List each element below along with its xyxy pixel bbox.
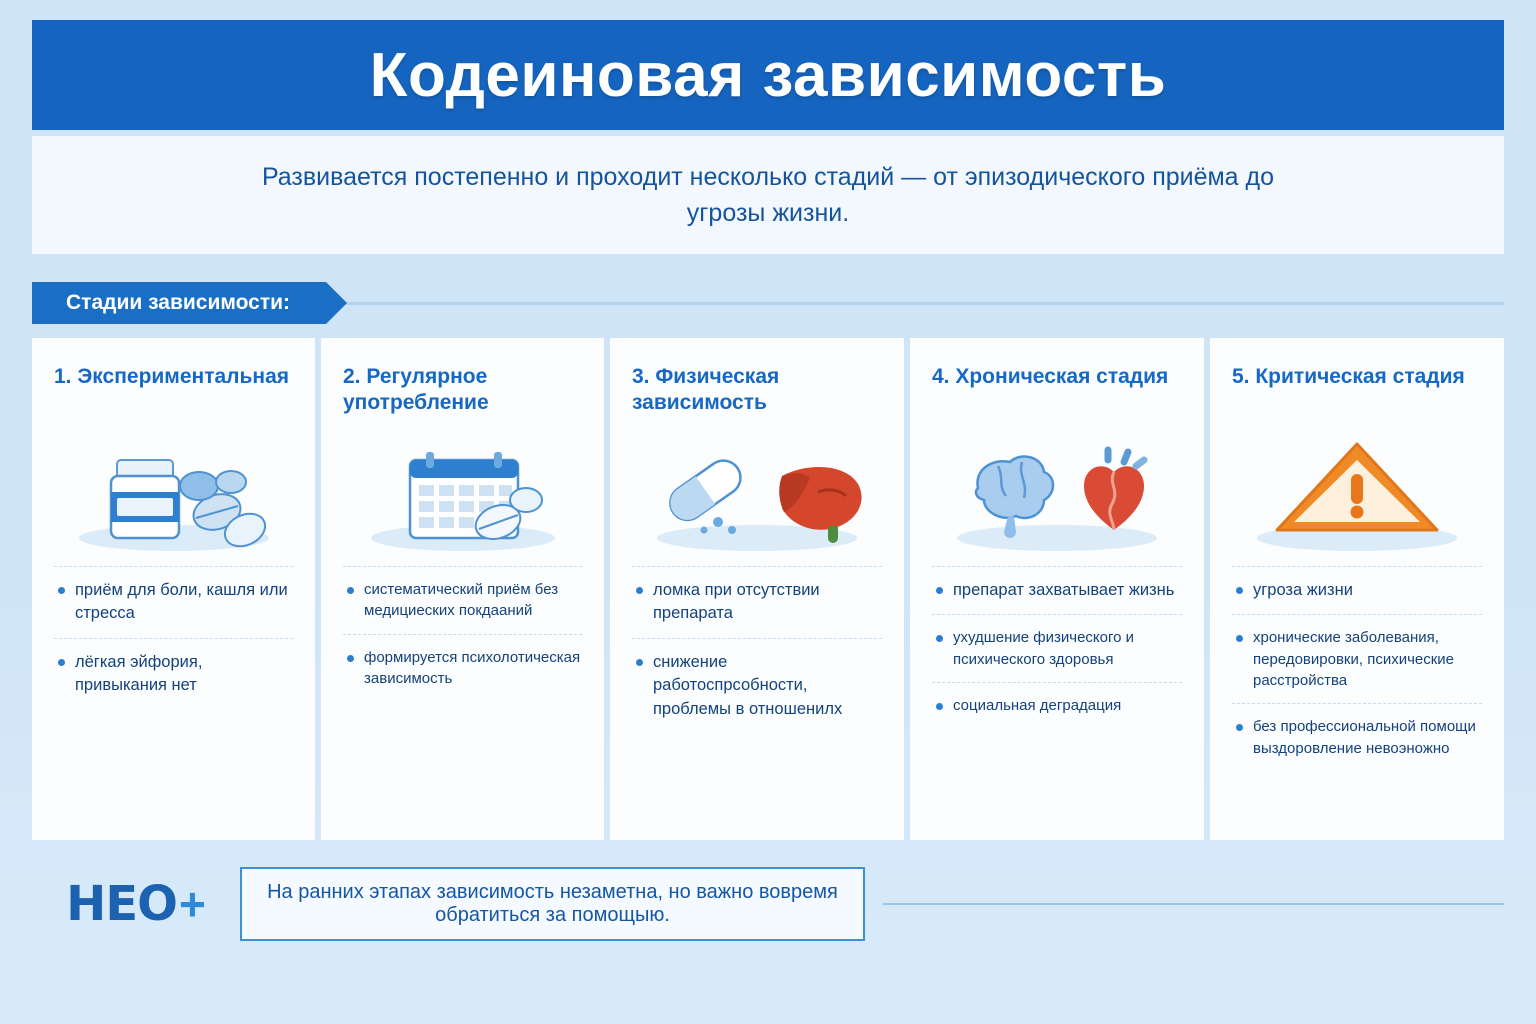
bullet-dot-icon bbox=[58, 587, 65, 594]
bullet-dot-icon bbox=[58, 659, 65, 666]
list-item bbox=[632, 638, 882, 733]
list-item bbox=[932, 614, 1182, 682]
stage-card bbox=[1210, 338, 1504, 840]
bullet-text: снижение работоспрсобности, проблемы в отношенилх bbox=[653, 652, 843, 718]
bullet-dot-icon bbox=[1236, 587, 1243, 594]
stage-card-list bbox=[32, 338, 1504, 840]
pill-bottle-icon bbox=[54, 426, 293, 556]
stage-title: 1. Экспериментальная bbox=[54, 365, 290, 388]
bullet-text: ухудшение физического и психического здоровья bbox=[953, 629, 1135, 668]
logo-plus-icon: + bbox=[178, 878, 206, 930]
subtitle-band bbox=[32, 136, 1504, 254]
stage-bullets bbox=[343, 566, 582, 701]
footer-note-box bbox=[240, 867, 865, 941]
brain-heart-icon bbox=[932, 426, 1182, 556]
list-item bbox=[932, 682, 1182, 728]
bullet-text: формируется психолотическая зависимость bbox=[364, 648, 581, 687]
stage-bullets bbox=[632, 566, 882, 733]
bullet-text: приём для боли, кашля или стресса bbox=[75, 581, 288, 623]
list-item bbox=[343, 566, 582, 634]
bullet-text: систематический приём без медициеских покдааний bbox=[364, 581, 559, 620]
bullet-text: без профессиональной помощи выздоровление невоэножно bbox=[1253, 718, 1476, 757]
bullet-text: социальная деградация bbox=[953, 697, 1122, 715]
footer-note-text: На ранних этапах зависимость незаметна, но важно вовремя обратиться за помощыю. bbox=[267, 881, 838, 926]
bullet-text: угроза жизни bbox=[1253, 581, 1353, 599]
list-item bbox=[932, 566, 1182, 614]
page-title: Кодеиновая зависимость bbox=[369, 40, 1167, 110]
footer bbox=[32, 856, 1504, 952]
warning-triangle-icon bbox=[1232, 426, 1482, 556]
stage-card bbox=[321, 338, 604, 840]
capsule-liver-icon bbox=[632, 426, 882, 556]
stage-title: 5. Критическая стадия bbox=[1232, 365, 1465, 388]
bullet-dot-icon bbox=[347, 587, 354, 594]
bullet-dot-icon bbox=[936, 587, 943, 594]
list-item bbox=[1232, 703, 1482, 771]
list-item bbox=[632, 566, 882, 638]
brand-logo bbox=[32, 876, 240, 932]
bullet-dot-icon bbox=[636, 659, 643, 666]
list-item bbox=[54, 638, 293, 710]
stage-card bbox=[32, 338, 315, 840]
section-ribbon bbox=[32, 282, 326, 324]
stage-bullets bbox=[1232, 566, 1482, 771]
bullet-dot-icon bbox=[936, 635, 943, 642]
bullet-text: ломка при отсутствии препарата bbox=[653, 581, 820, 623]
list-item bbox=[1232, 566, 1482, 614]
logo-text: НЕО bbox=[66, 876, 177, 932]
bullet-text: лёгкая эйфория, привыкания нет bbox=[75, 652, 203, 695]
bullet-dot-icon bbox=[936, 703, 943, 710]
list-item bbox=[1232, 614, 1482, 703]
bullet-text: препарат захватывает жизнь bbox=[953, 581, 1175, 599]
section-ribbon-label: Стадии зависимости: bbox=[66, 291, 291, 314]
subtitle-text: Развивается постепенно и проходит несколько стадий — от эпизодического приёма до угрозы жизни. bbox=[261, 162, 1275, 227]
stage-bullets bbox=[54, 566, 293, 710]
calendar-icon bbox=[343, 426, 582, 556]
bullet-dot-icon bbox=[636, 587, 643, 594]
stage-card bbox=[610, 338, 904, 840]
list-item bbox=[343, 634, 582, 702]
list-item bbox=[54, 566, 293, 638]
bullet-dot-icon bbox=[1236, 635, 1243, 642]
bullet-dot-icon bbox=[1236, 724, 1243, 731]
stage-card bbox=[910, 338, 1204, 840]
footer-divider-line bbox=[883, 903, 1504, 905]
stage-bullets bbox=[932, 566, 1182, 728]
header-banner bbox=[32, 20, 1504, 130]
section-ribbon-wrapper bbox=[32, 282, 1504, 324]
stage-title: 4. Хроническая стадия bbox=[932, 365, 1169, 388]
stage-title: 2. Регулярное употребление bbox=[343, 365, 489, 415]
bullet-text: хронические заболевания, передовировки, психические расстройства bbox=[1253, 629, 1455, 690]
stage-title: 3. Физическая зависимость bbox=[632, 365, 780, 415]
bullet-dot-icon bbox=[347, 655, 354, 662]
